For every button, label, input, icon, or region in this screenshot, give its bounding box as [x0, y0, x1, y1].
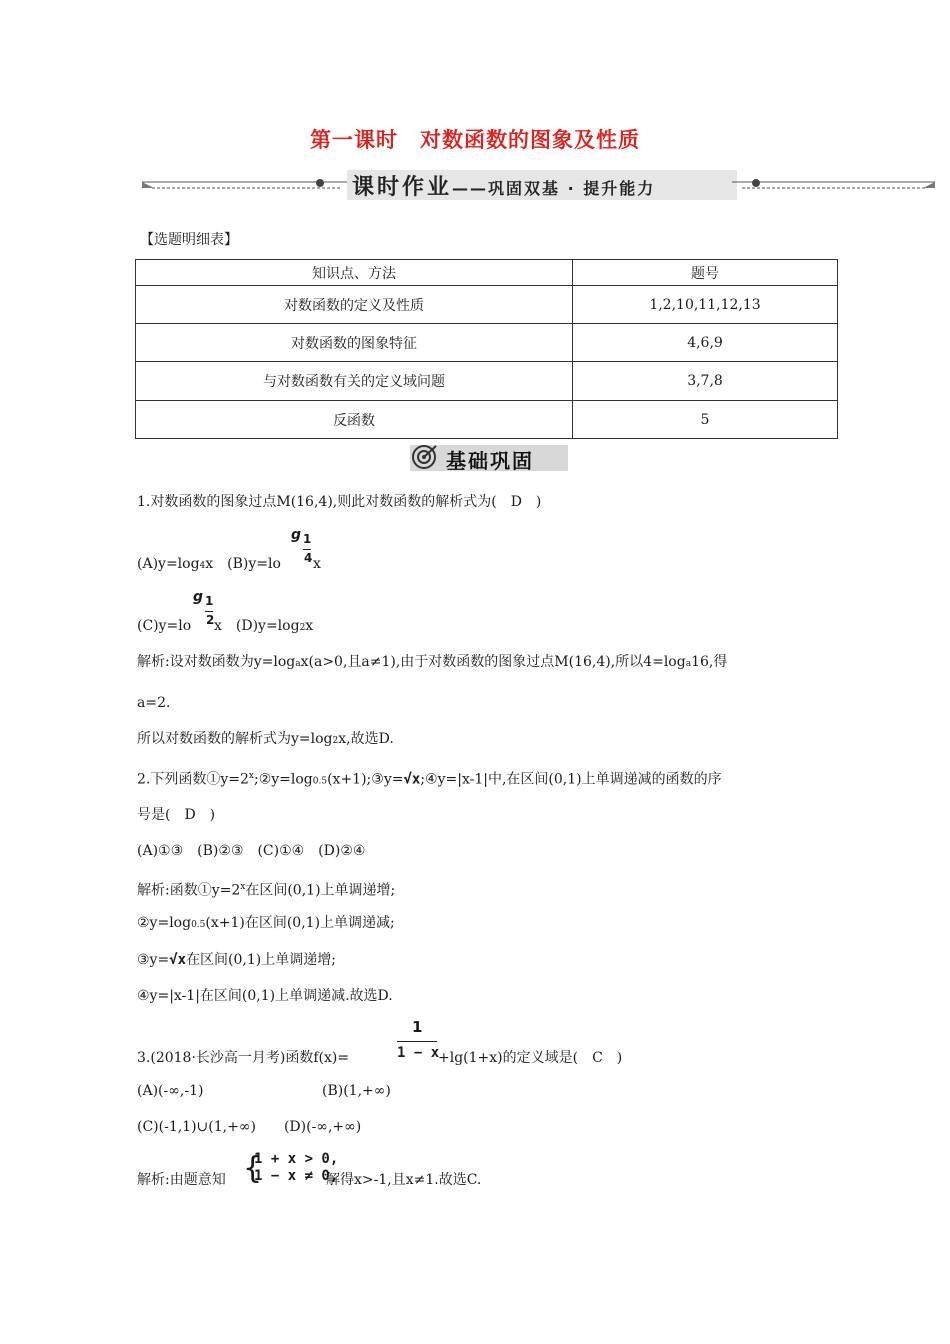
q1-option-a: (A)y=log: [137, 556, 200, 572]
q1-c-numerator: 1: [205, 594, 214, 608]
q2-sol-text: 解析:函数①y=2: [137, 882, 241, 899]
sqrt-expression: √x: [403, 771, 421, 788]
q3-options-cd: (C)(-1,1)∪(1,+∞) (D)(-∞,+∞): [137, 1119, 362, 1135]
q2-sol-text: ③y=: [137, 952, 170, 968]
q3-solution-prefix: 解析:由题意知: [137, 1172, 226, 1188]
page-title: 第一课时 对数函数的图象及性质: [310, 128, 640, 152]
q1-options-ab: [137, 555, 281, 575]
q1-b-denominator: 4: [304, 551, 313, 565]
homework-banner: [142, 168, 935, 202]
q1-option-d-base: 2: [299, 623, 306, 633]
q3-solution-suffix: 解得x>-1,且x≠1.故选C.: [326, 1172, 482, 1188]
q2-text: ;②y=log: [253, 771, 313, 788]
q3-option-a: (A)(-∞,-1): [137, 1083, 204, 1099]
knowledge-table: [135, 259, 838, 439]
q2-sol-text: 在区间(0,1)上单调递增;: [245, 882, 396, 899]
table-cell: 5: [573, 401, 838, 439]
q2-exponent: x: [240, 882, 246, 892]
q1-stem: 1.对数函数的图象过点M(16,4),则此对数函数的解析式为( D ): [137, 494, 542, 510]
section-label: 基础巩固: [446, 449, 534, 473]
q1-options-cd: [214, 617, 313, 637]
q3-fraction-numerator: 1: [412, 1018, 423, 1036]
q1-sol-text: x,故选D.: [338, 731, 394, 747]
banner-main: 课时作业: [352, 175, 453, 200]
q1-sol-base: a: [295, 659, 301, 669]
q3-system-line1: 1 + x > 0,: [254, 1151, 339, 1167]
q2-solution-line3: [137, 951, 336, 969]
q1-c-g: g: [193, 589, 204, 605]
q2-stem-line2: 号是( D ): [137, 807, 216, 823]
q2-log-base: 0.5: [312, 776, 328, 787]
q2-options: (A)①③ (B)②③ (C)①④ (D)②④: [137, 843, 366, 859]
q1-b-suffix: x: [313, 556, 321, 572]
q1-c-fraction-bar: [205, 611, 213, 612]
q1-option-d: x (D)y=log: [214, 618, 300, 634]
q1-sol-base: 2: [332, 736, 339, 746]
table-cell: 与对数函数有关的定义域问题: [136, 362, 573, 401]
q1-b-fraction-bar: [303, 549, 311, 550]
q3-system-line2: 1 − x ≠ 0,: [254, 1168, 339, 1184]
table-header-row: [136, 260, 838, 286]
q1-solution-line2: a=2.: [137, 695, 171, 711]
q2-solution-line2: [137, 914, 395, 934]
table-row: [136, 324, 838, 362]
q3-stem-suffix: +lg(1+x)的定义域是( C ): [438, 1050, 623, 1066]
q2-solution-line1: [137, 878, 395, 900]
q3-fraction-denominator: 1 − x: [397, 1045, 440, 1061]
q1-c-denominator: 2: [206, 613, 215, 627]
section-header: [398, 439, 575, 473]
banner-text: [352, 170, 655, 201]
q2-log-base: 0.5: [191, 920, 206, 930]
detail-table-label: 【选题明细表】: [140, 232, 238, 248]
q1-option-c-prefix: (C)y=lo: [137, 618, 192, 634]
q1-sol-text: 16,得: [691, 654, 728, 670]
q2-sol-text: (x+1)在区间(0,1)上单调递减;: [205, 915, 395, 931]
q1-sol-base: a: [685, 659, 692, 669]
q1-sol-text: 解析:设对数函数为y=log: [137, 654, 296, 670]
q1-sol-text: 所以对数函数的解析式为y=log: [137, 731, 333, 747]
table-cell: 3,7,8: [573, 362, 838, 401]
banner-dash: ——: [452, 179, 489, 198]
q3-option-b: (B)(1,+∞): [322, 1083, 391, 1099]
banner-sub: 巩固双基 · 提升能力: [488, 179, 656, 198]
q1-solution-line1: [137, 653, 727, 673]
table-header-cell: 知识点、方法: [136, 260, 573, 286]
q1-b-numerator: 1: [303, 532, 312, 546]
q2-text: ;④y=|x-1|中,在区间(0,1)上单调递减的函数的序: [420, 771, 722, 788]
q1-sol-text: x(a>0,且a≠1),由于对数函数的图象过点M(16,4),所以4=log: [300, 654, 686, 670]
q2-text: (x+1);③y=: [327, 771, 404, 788]
table-cell: 对数函数的图象特征: [136, 324, 573, 362]
table-cell: 对数函数的定义及性质: [136, 286, 573, 324]
q1-b-g: g: [291, 527, 302, 543]
q3-stem-prefix: 3.(2018·长沙高一月考)函数f(x)=: [137, 1050, 350, 1066]
table-row: [136, 286, 838, 324]
table-cell: 4,6,9: [573, 324, 838, 362]
sqrt-expression: √x: [169, 952, 187, 968]
q3-fraction-bar: [397, 1041, 437, 1042]
target-icon: [411, 444, 437, 470]
q2-sol-text: ②y=log: [137, 915, 192, 931]
table-cell: 1,2,10,11,12,13: [573, 286, 838, 324]
q2-solution-line4: ④y=|x-1|在区间(0,1)上单调递减.故选D.: [137, 988, 393, 1004]
table-row: [136, 401, 838, 439]
table-cell: 反函数: [136, 401, 573, 439]
q1-option-d-suffix: x: [305, 618, 314, 634]
q2-text: 2.下列函数①y=2: [137, 771, 249, 788]
q1-option-a-base: 4: [199, 561, 206, 571]
table-row: [136, 362, 838, 401]
table-header-cell: 题号: [573, 260, 838, 286]
q2-stem-line1: [137, 767, 722, 791]
q2-exponent: x: [248, 771, 254, 781]
q1-solution-line3: [137, 730, 394, 750]
q1-option-b-prefix: x (B)y=lo: [205, 556, 281, 572]
q2-sol-text: 在区间(0,1)上单调递增;: [186, 952, 336, 968]
system-brace: {: [243, 1151, 263, 1186]
